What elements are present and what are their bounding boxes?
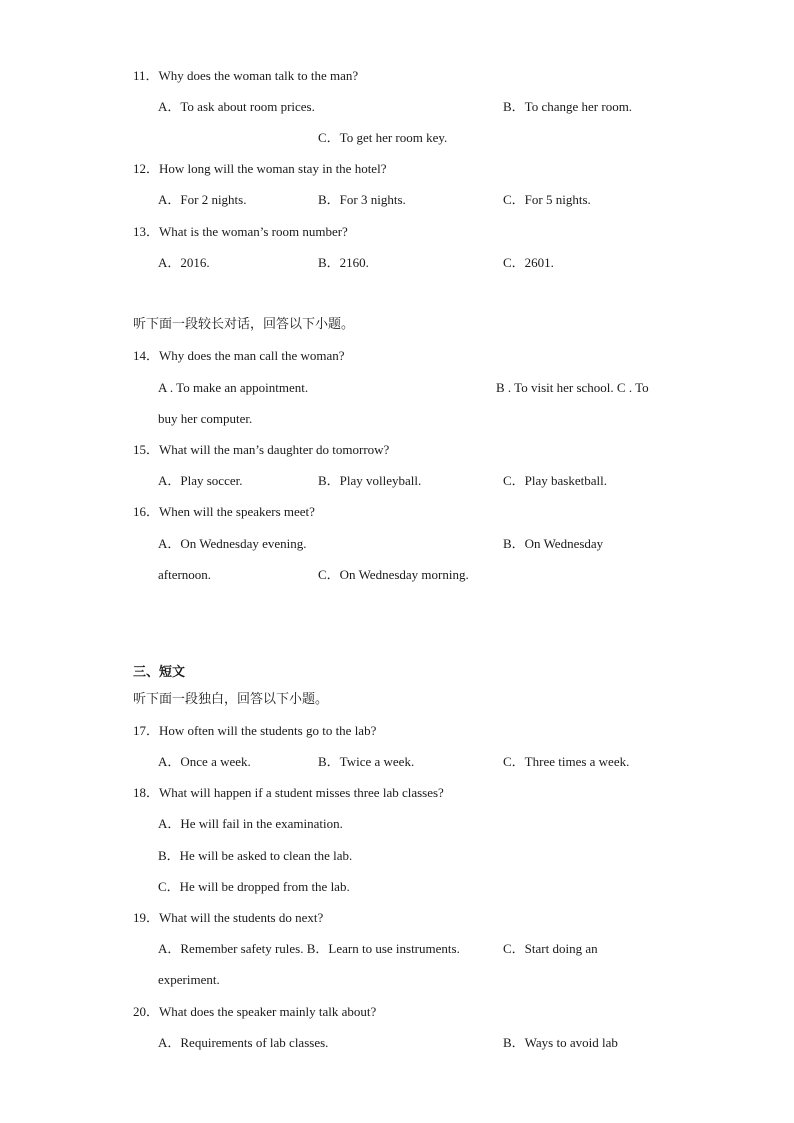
question-15-option-b: B．Play volleyball. [318,473,422,488]
question-16-option-c: C．On Wednesday morning. [318,567,469,582]
section-title: 三、短文 [133,665,186,680]
question-13-stem: 13．What is the woman’s room number? [133,224,348,239]
question-17-stem: 17．How often will the students go to the lab? [133,723,377,738]
question-19-option-c: C．Start doing an [503,941,598,956]
question-11-option-c: C．To get her room key. [318,130,448,145]
question-19-option-a-b: A．Remember safety rules. B．Learn to use instruments. [158,941,460,956]
instruction-long-dialogue: 听下面一段较长对话，回答以下小题。 [133,317,355,332]
question-14-option-b-c: B . To visit her school. C . To [496,380,649,395]
question-19-option-c-continued: experiment. [158,972,220,987]
question-13-option-a: A．2016. [158,255,210,270]
question-12-stem: 12．How long will the woman stay in the hotel? [133,161,387,176]
question-18-option-a: A．He will fail in the examination. [158,816,343,831]
question-11-stem: 11．Why does the woman talk to the man? [133,68,359,83]
question-13-option-b: B．2160. [318,255,369,270]
instruction-monologue: 听下面一段独白，回答以下小题。 [133,692,329,707]
question-15-option-a: A．Play soccer. [158,473,243,488]
question-19-stem: 19．What will the students do next? [133,910,324,925]
question-18-option-b: B．He will be asked to clean the lab. [158,848,353,863]
question-16-option-b: B．On Wednesday [503,536,604,551]
question-15-stem: 15．What will the man’s daughter do tomorrow? [133,442,390,457]
question-12-option-c: C．For 5 nights. [503,192,591,207]
question-17-option-c: C．Three times a week. [503,754,630,769]
question-20-option-a: A．Requirements of lab classes. [158,1035,329,1050]
question-13-option-c: C．2601. [503,255,554,270]
question-14-stem: 14．Why does the man call the woman? [133,348,345,363]
question-20-stem: 20．What does the speaker mainly talk about? [133,1004,377,1019]
question-16-option-b-continued: afternoon. [158,567,212,582]
question-12-option-b: B．For 3 nights. [318,192,406,207]
question-11-option-a: A．To ask about room prices. [158,99,315,114]
question-18-option-c: C．He will be dropped from the lab. [158,879,350,894]
question-11-option-b: B．To change her room. [503,99,633,114]
question-16-option-a: A．On Wednesday evening. [158,536,307,551]
question-15-option-c: C．Play basketball. [503,473,607,488]
question-17-option-a: A．Once a week. [158,754,251,769]
question-20-option-b: B．Ways to avoid lab [503,1035,618,1050]
question-18-stem: 18．What will happen if a student misses three lab classes? [133,785,444,800]
question-12-option-a: A．For 2 nights. [158,192,247,207]
question-17-option-b: B．Twice a week. [318,754,415,769]
question-16-stem: 16．When will the speakers meet? [133,504,315,519]
question-14-option-a: A . To make an appointment. [158,380,309,395]
question-14-option-c-continued: buy her computer. [158,411,253,426]
